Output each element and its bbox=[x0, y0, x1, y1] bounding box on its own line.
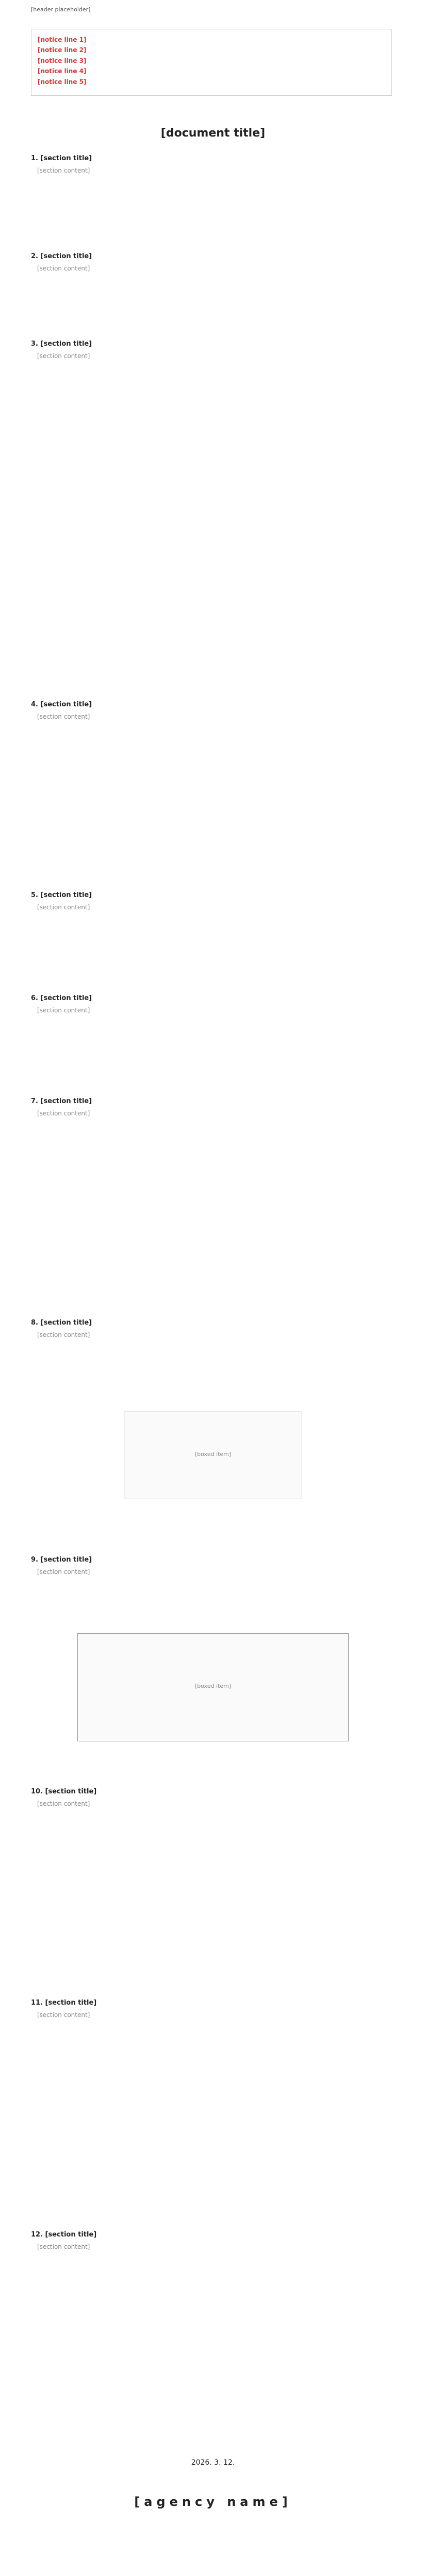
section-subbox bbox=[77, 1633, 349, 1741]
section-subbox bbox=[124, 1412, 302, 1499]
notice-alert-box bbox=[31, 29, 392, 96]
section-body: [section content] bbox=[37, 1568, 90, 1575]
section-body: [section content] bbox=[37, 1800, 90, 1807]
alert-line: [notice line 3] bbox=[38, 57, 87, 64]
section-title: 5. [section title] bbox=[31, 891, 92, 899]
document-title: [document title] bbox=[160, 127, 266, 140]
alert-line: [notice line 4] bbox=[38, 67, 87, 75]
section-title: 7. [section title] bbox=[31, 1097, 92, 1105]
section-title: 9. [section title] bbox=[31, 1556, 92, 1564]
section-body: [section content] bbox=[37, 904, 90, 911]
alert-line: [notice line 5] bbox=[38, 78, 87, 86]
section-body: [section content] bbox=[37, 1007, 90, 1014]
subbox-caption: [boxed item] bbox=[194, 1683, 232, 1689]
section-body: [section content] bbox=[37, 2011, 90, 2019]
section-title: 3. [section title] bbox=[31, 340, 92, 348]
section-title: 6. [section title] bbox=[31, 994, 92, 1002]
section-title: 12. [section title] bbox=[31, 2231, 97, 2239]
notice-header: [header placeholder] bbox=[31, 6, 91, 13]
section-body: [section content] bbox=[37, 2243, 90, 2250]
section-title: 2. [section title] bbox=[31, 252, 92, 260]
section-title: 10. [section title] bbox=[31, 1788, 97, 1795]
section-title: 4. [section title] bbox=[31, 701, 92, 708]
section-title: 11. [section title] bbox=[31, 1999, 97, 2007]
section-body: [section content] bbox=[37, 167, 90, 174]
alert-line: [notice line 1] bbox=[38, 36, 87, 43]
section-body: [section content] bbox=[37, 1331, 90, 1338]
section-body: [section content] bbox=[37, 713, 90, 720]
subbox-caption: [boxed item] bbox=[194, 1451, 232, 1458]
notice-date: 2026. 3. 12. bbox=[191, 2459, 235, 2467]
issuing-agency: [agency name] bbox=[134, 2495, 292, 2509]
alert-line: [notice line 2] bbox=[38, 46, 87, 54]
section-body: [section content] bbox=[37, 1110, 90, 1117]
section-body: [section content] bbox=[37, 352, 90, 360]
section-title: 8. [section title] bbox=[31, 1319, 92, 1327]
section-title: 1. [section title] bbox=[31, 155, 92, 162]
section-body: [section content] bbox=[37, 265, 90, 272]
